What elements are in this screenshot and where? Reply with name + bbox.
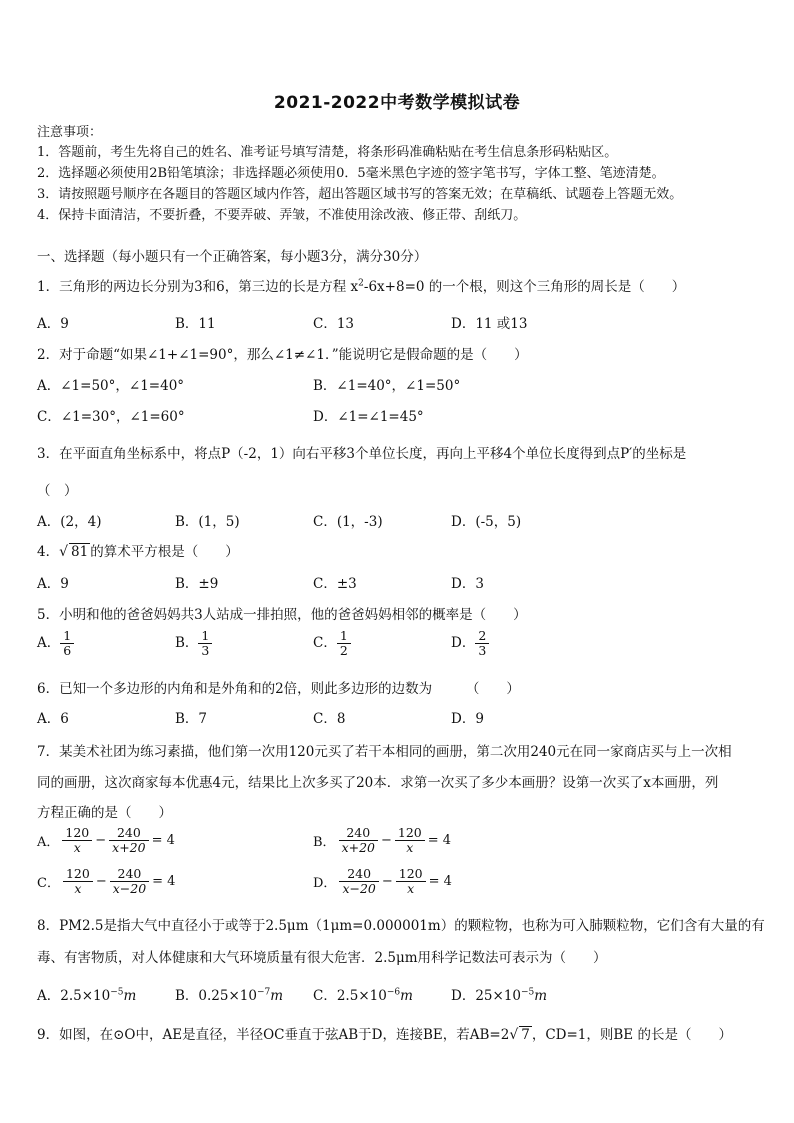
page-title: 2021-2022中考数学模拟试卷 bbox=[273, 93, 521, 113]
note-item-2: 2．选择题必须使用2B铅笔填涂；非选择题必须使用0．5毫米黑色字迹的签字笔书写，字体工整、笔迹清楚。 bbox=[37, 166, 665, 181]
question-7-line-2: 同的画册，这次商家每本优惠4元，结果比上次多买了20本．求第一次买了多少本画册？设第一次买了x本画册，列 bbox=[37, 775, 719, 791]
q4-option-b: B．±9 bbox=[175, 576, 219, 592]
q5-option-d: D． $\frac{2}{3}$ bbox=[451, 629, 489, 658]
sqrt-radicand: 7 bbox=[521, 1027, 530, 1043]
question-5-stem: 5．小明和他的爸爸妈妈共3人站成一排拍照，他的爸爸妈妈相邻的概率是（ ） bbox=[37, 607, 527, 623]
q6-option-d: D．9 bbox=[451, 711, 484, 727]
q8-option-c: C．$2.5\times 10^{-6}m$ bbox=[313, 987, 413, 1004]
note-item-1: 1．答题前，考生先将自己的姓名、准考证号填写清楚，将条形码准确粘贴在考生信息条形码粘贴区。 bbox=[37, 145, 618, 160]
q5-option-c: C． $\frac{1}{2}$ bbox=[313, 629, 351, 658]
q6-option-a: A．6 bbox=[37, 711, 69, 727]
q7-option-c: C． $\frac{120}{x}$ − $\frac{240}{x-20}$ = 4 bbox=[37, 866, 176, 896]
q4-option-c: C．±3 bbox=[313, 576, 357, 592]
note-item-3: 3．请按照题号顺序在各题目的答题区域内作答，超出答题区域书写的答案无效；在草稿纸、试题卷上答题无效。 bbox=[37, 187, 683, 202]
q1-option-d: D．11 或13 bbox=[451, 316, 528, 332]
q6-option-b: B．7 bbox=[175, 711, 208, 727]
q2-option-d: D．∠1=∠1=45° bbox=[313, 409, 424, 425]
q2-option-a: A．∠1=50°，∠1=40° bbox=[37, 378, 185, 394]
q5-option-b: B． $\frac{1}{3}$ bbox=[175, 629, 212, 658]
q1-option-b: B．11 bbox=[175, 316, 216, 332]
q3-option-c: C．(1，-3) bbox=[313, 514, 383, 530]
question-8-line-2: 毒、有害物质，对人体健康和大气环境质量有很大危害．2.5μm用科学记数法可表示为（ ） bbox=[37, 950, 607, 966]
q3-option-d: D．(-5，5) bbox=[451, 514, 522, 530]
q7-option-d: D． $\frac{240}{x-20}$ − $\frac{120}{x}$ = 4 bbox=[313, 866, 452, 896]
q7-option-a: A． $\frac{120}{x}$ − $\frac{240}{x+20}$ = 4 bbox=[37, 825, 175, 855]
question-3-stem: 3．在平面直角坐标系中，将点P（-2，1）向右平移3个单位长度，再向上平移4个单位长度得到点P′的坐标是 bbox=[37, 446, 687, 462]
sqrt-radicand: 81 bbox=[71, 544, 89, 560]
q4-option-a: A．9 bbox=[37, 576, 69, 592]
q4-option-d: D．3 bbox=[451, 576, 484, 592]
q8-option-d: D．$25\times 10^{-5}m$ bbox=[451, 987, 548, 1004]
q2-option-b: B．∠1=40°，∠1=50° bbox=[313, 378, 461, 394]
q3-option-b: B．(1，5) bbox=[175, 514, 240, 530]
question-7-line-1: 7．某美术社团为练习素描，他们第一次用120元买了若干本相同的画册，第二次用240元在同一家商店买与上一次相 bbox=[37, 744, 732, 760]
q3-option-a: A．(2，4) bbox=[37, 514, 102, 530]
q6-option-c: C．8 bbox=[313, 711, 346, 727]
q5-option-a: A． $\frac{1}{6}$ bbox=[37, 629, 74, 658]
question-8-line-1: 8．PM2.5是指大气中直径小于或等于2.5μm（1μm=0.000001m）的颗粒物，也称为可入肺颗粒物，它们含有大量的有 bbox=[37, 918, 765, 934]
notes-heading: 注意事项： bbox=[37, 125, 103, 140]
question-2-stem: 2．对于命题“如果∠1+∠1=90°，那么∠1≠∠1．”能说明它是假命题的是（ ） bbox=[37, 347, 528, 363]
q8-option-b: B．$0.25\times 10^{-7}m$ bbox=[175, 987, 284, 1004]
question-4-stem: 4．√ 81 的算术平方根是（ ） bbox=[37, 544, 239, 560]
note-item-4: 4．保持卡面清洁，不要折叠，不要弄破、弄皱，不准使用涂改液、修正带、刮纸刀。 bbox=[37, 208, 527, 223]
q8-option-a: A．$2.5\times 10^{-5}m$ bbox=[37, 987, 137, 1004]
question-1-stem: 1．三角形的两边长分别为3和6，第三边的长是方程 $x^2-6x+8=0$ 的一个根，则这个三角形的周长是（ ） bbox=[37, 278, 686, 295]
q7-option-b: B． $\frac{240}{x+20}$ − $\frac{120}{x}$ = 4 bbox=[313, 825, 452, 855]
q1-option-c: C．13 bbox=[313, 316, 355, 332]
q1-option-a: A．9 bbox=[37, 316, 69, 332]
question-3-stem-cont: （ ） bbox=[37, 483, 78, 499]
section-heading: 一、选择题（每小题只有一个正确答案，每小题3分，满分30分） bbox=[37, 249, 428, 265]
question-6-stem: 6．已知一个多边形的内角和是外角和的2倍，则此多边形的边数为 （ ） bbox=[37, 681, 520, 697]
q2-option-c: C．∠1=30°，∠1=60° bbox=[37, 409, 185, 425]
question-7-line-3: 方程正确的是（ ） bbox=[37, 805, 172, 821]
question-9-stem: 9．如图，在⊙O中，AE是直径，半径OC垂直于弦AB于D，连接BE，若AB=2√ 7 ，CD=1，则BE 的长是（ ） bbox=[37, 1027, 732, 1043]
